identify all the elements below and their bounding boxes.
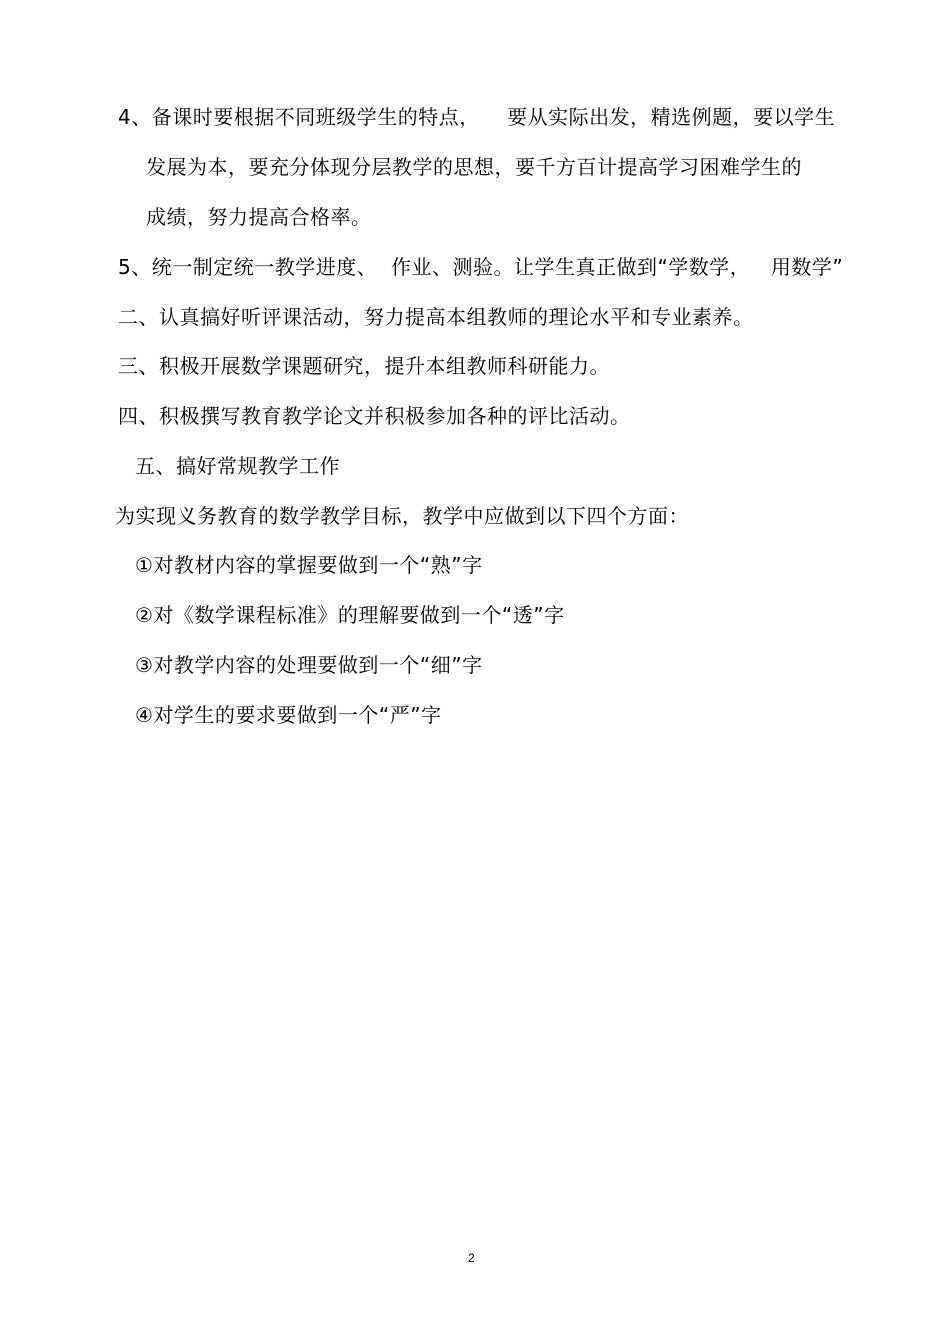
intro-paragraph: 为实现义务教育的数学教学目标，教学中应做到以下四个方面： bbox=[115, 504, 689, 528]
list-item-4: ④对学生的要求要做到一个“严”字 bbox=[135, 703, 442, 727]
paragraph-item-5: 5、统一制定统一教学进度、 作业、测验。让学生真正做到“学数学， 用数学” bbox=[118, 255, 844, 279]
list-item-3: ③对教学内容的处理要做到一个“细”字 bbox=[135, 653, 483, 677]
section-heading-4: 四、积极撰写教育教学论文并积极参加各种的评比活动。 bbox=[118, 404, 631, 428]
paragraph-item-4-line-2: 发展为本，要充分体现分层教学的思想，要千方百计提高学习困难学生的 bbox=[146, 155, 802, 179]
paragraph-item-4-line-1: 4、备课时要根据不同班级学生的特点， 要从实际出发，精选例题，要以学生 bbox=[118, 105, 836, 129]
paragraph-item-4-line-3: 成绩，努力提高合格率。 bbox=[146, 205, 372, 229]
list-item-1: ①对教材内容的掌握要做到一个“熟”字 bbox=[135, 553, 483, 577]
section-heading-2: 二、认真搞好听评课活动，努力提高本组教师的理论水平和专业素养。 bbox=[118, 305, 754, 329]
section-heading-3: 三、积极开展数学课题研究，提升本组教师科研能力。 bbox=[118, 354, 610, 378]
list-item-2: ②对《数学课程标准》的理解要做到一个“透”字 bbox=[135, 603, 565, 627]
section-heading-5: 五、搞好常规教学工作 bbox=[135, 454, 340, 478]
page-number: 2 bbox=[468, 1251, 475, 1265]
